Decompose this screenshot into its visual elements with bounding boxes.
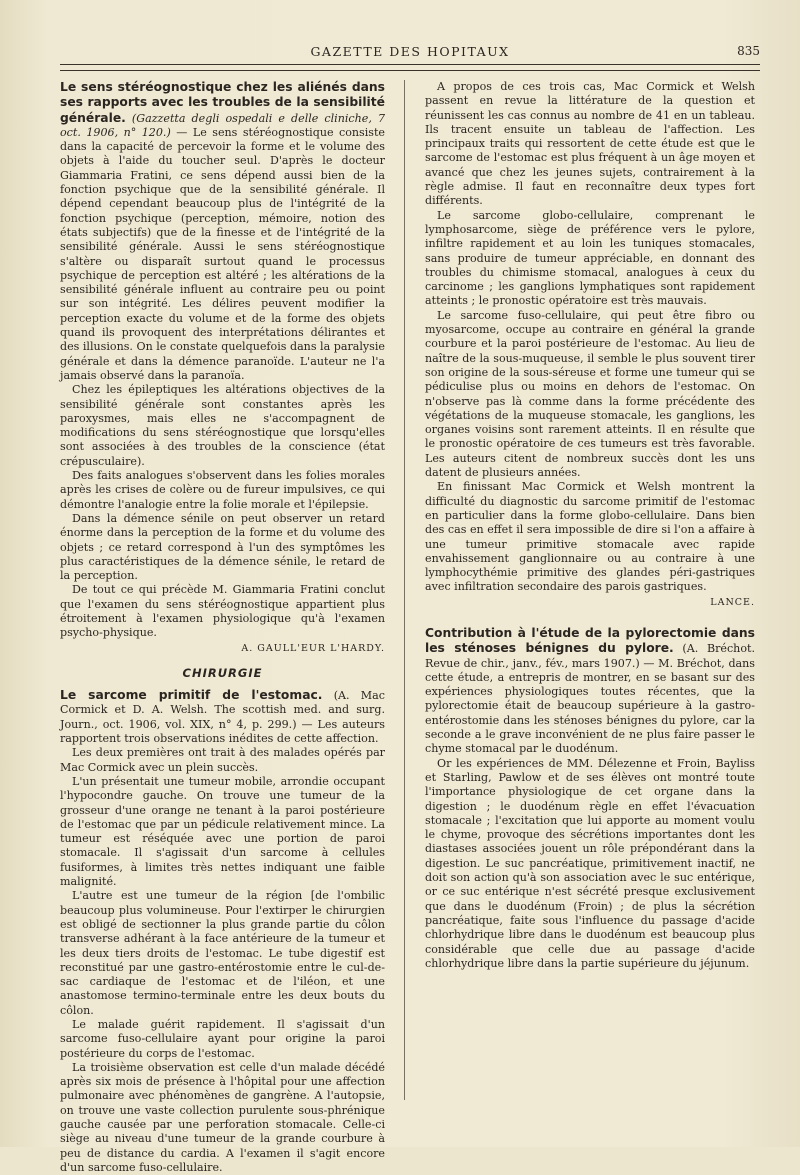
right-column (425, 80, 755, 971)
header-rule-double (60, 70, 760, 71)
article2-paragraph: Le sarcome fuso-cellulaire, qui peut être fibro ou myosarcome, occupe au contraire en général la grande courbure et la paroi postérieure de l'estomac. Au lieu de naître de la sous-muqueuse, il semble le plus souvent tirer son origine de la sous-séreuse et forme une tumeur qui se pédiculise plus ou moins en dehors de l'estomac. On n'observe pas là comme dans la forme précédente des végétations de la muqueuse stomacale, les ganglions, les organes voisins sont rarement atteints. Il en résulte que le pronostic opératoire de ces tumeurs est très favorable. Les auteurs citent de nombreux succès dont les uns datent de plusieurs années. (425, 308, 755, 480)
article1-paragraph: Dans la démence sénile on peut observer un retard énorme dans la perception de la forme et du volume des objets ; ce retard correspond à l'un des symptômes les plus caractéristiques de la démence sénile, le retard de la perception. (60, 511, 385, 583)
article2-paragraph: — Les auteurs rapportent trois observations inédites de cette affection. (60, 717, 385, 746)
article3-source: (A. Bréchot. Revue de chir., janv., fév., mars 1907.) (425, 642, 755, 670)
section-heading: CHIRURGIE (182, 665, 263, 680)
article2-paragraph: Le sarcome globo-cellulaire, comprenant le lymphosarcome, siège de préférence vers le pylore, infiltre rapidement et au loin les tuniques stomacales, sans produire de tumeur appréciable, en donnant des troubles du chimisme stomacal, analogues à ceux du carcinome ; les ganglions lymphatiques sont rapidement atteints ; le pronostic opératoire est très mauvais. (425, 208, 755, 308)
article2-signature: LANCE. (710, 596, 755, 608)
article1-paragraph: Chez les épileptiques les altérations objectives de la sensibilité générale sont constantes après les paroxysmes, mais elles ne s'accompagnent de modifications du sens stéréognostique que lorsqu'elles sont associées à des troubles de la conscience (état crépusculaire). (60, 383, 385, 468)
article2-lead (60, 688, 385, 746)
article2-source: (A. Mac Cormick et D. A. Welsh. The scottish med. and surg. Journ., oct. 1906, vol. XIX, n° 4, p. 299.) (60, 689, 385, 731)
spacer (425, 614, 755, 626)
article1-source: (Gazzetta degli ospedali e delle cliniche, 7 oct. 1906, n° 120.) (60, 111, 385, 139)
page-number: 835 (737, 44, 760, 58)
article3-lead (425, 626, 755, 757)
article2-paragraph: L'autre est une tumeur de la région [de l'ombilic beaucoup plus volumineuse. Pour l'extirper le chirurgien est obligé de sectionner la plus grande partie du côlon transverse adhérant à la face antérieure de la tumeur et les deux tiers droits de l'estomac. Le tube digestif est reconstitué par une gastro-entérostomie entre le cul-de-sac cardiaque de l'estomac et de l'iléon, et une anastomose termino-terminale entre les deux bouts du côlon. (60, 889, 385, 1017)
article2-paragraph: A propos de ces trois cas, Mac Cormick et Welsh passent en revue la littérature de la question et réunissent les cas connus au nombre de 41 en un tableau. Ils tracent ensuite un tableau de l'affection. Les principaux traits qui ressortent de cette étude est que le sarcome de l'estomac est plus fréquent à un âge moyen et avancé que chez les jeunes sujets, contrairement à la règle admise. Il faut en reconnaître deux types fort différents. (425, 80, 755, 208)
article3-paragraph: Or les expériences de MM. Délezenne et Froin, Bayliss et Starling, Pawlow et de ses élèves ont montré toute l'importance physiologique de cet organe dans la digestion ; le duodénum règle en effet l'évacuation stomacale ; l'excitation que lui apporte au moment voulu le chyme, provoque des sécrétions importantes dont les diastases associées jouent un rôle prépondérant dans la digestion. Le suc pancréatique, primitivement inactif, ne doit son action qu'à son association avec le suc entérique, or ce suc entérique n'est sécrété presque exclusivement que dans le duodénum (Froin) ; de plus la sécrétion pancréatique, faite sous l'influence du passage d'acide chlorhydrique libre dans le duodénum est beaucoup plus considérable que celle due au passage d'acide chlorhydrique libre dans la partie supérieure du jéjunum. (425, 756, 755, 970)
article1-title: Le sens stéréognostique chez les aliénés dans ses rapports avec les troubles de la sensibilité générale. (60, 80, 385, 125)
article2-title: Le sarcome primitif de l'estomac. (60, 688, 323, 703)
article2-paragraph: La troisième observation est celle d'un malade décédé après six mois de présence à l'hôpital pour une affection pulmonaire avec phénomènes de gangrène. A l'autopsie, on trouve une vaste collection purulente sous-phrénique gauche causée par une perforation stomacale. Celle-ci siège au niveau d'une tumeur de la grande courbure à peu de distance du cardia. A l'examen il s'agit encore d'un sarcome fuso-cellulaire. (60, 1060, 385, 1174)
article2-paragraph: Les deux premières ont trait à des malades opérés par Mac Cormick avec un plein succès. (60, 746, 385, 774)
left-column (60, 80, 385, 1175)
journal-title: GAZETTE DES HOPITAUX (310, 44, 510, 59)
article1-signature: A. GAULL'EUR L'HARDY. (241, 642, 385, 654)
article3-title: Contribution à l'étude de la pylorectomie dans les sténoses bénignes du pylore. (425, 625, 755, 656)
article1-lead (60, 80, 385, 383)
column-divider (404, 80, 405, 1100)
article2-paragraph: Le malade guérit rapidement. Il s'agissait d'un sarcome fuso-cellulaire ayant pour origine la paroi postérieure du corps de l'estomac. (60, 1018, 385, 1060)
article1-paragraph: — Le sens stéréognostique consiste dans la capacité de percevoir la forme et le volume des objets à l'aide du toucher seul. D'après le docteur Giammaria Fratini, ce sens dépend aussi bien de la fonction psychique que de la sensibilité générale. Il dépend cependant beaucoup plus de l'intégrité de la fonction psychique (perception, mémoire, notion des états subjectifs) que de la finesse et de l'intégrité de la sensibilité générale. Aussi le sens stéréognostique s'altère ou disparaît surtout quand le processus psychique de perception est altéré ; les altérations de la sensibilité générale influent au contraire peu ou point sur son intégrité. Les délires peuvent modifier la perception exacte du volume et de la forme des objets quand ils provoquent des interprétations délirantes et des illusions. On le constate quelquefois dans la paralysie générale et dans la démence paranoïde. L'auteur ne l'a jamais observé dans la paranoïa. (60, 125, 386, 382)
header-rule (60, 64, 760, 65)
article1-paragraph: Des faits analogues s'observent dans les folies morales après les crises de colère ou de fureur impulsives, ce qui démontre l'analogie entre la folie morale et l'épilepsie. (60, 469, 385, 511)
article2-paragraph: En finissant Mac Cormick et Welsh montrent la difficulté du diagnostic du sarcome primitif de l'estomac en particulier dans la forme globo-cellulaire. Dans bien des cas en effet il sera impossible de dire si l'on a affaire à une tumeur primitive stomacale avec rapide envahissement ganglionnaire ou au contraire à une lymphocythémie primitive des glandes péri-gastriques avec infiltration secondaire des parois gastriques. (425, 480, 755, 594)
article2-paragraph: L'un présentait une tumeur mobile, arrondie occupant l'hypocondre gauche. On trouve une tumeur de la grosseur d'une orange ne tenant à la paroi postérieure de l'estomac que par un pédicule relativement mince. La tumeur est réséquée avec une portion de paroi stomacale. Il s'agissait d'un sarcome à cellules fusiformes, à limites très nettes indiquant une faible malignité. (60, 774, 385, 889)
article3-paragraph: — M. Bréchot, dans cette étude, a entrepris de montrer, en se basant sur des expériences physiologiques toutes récentes, que la pylorectomie était de beaucoup supérieure à la gastro-entérostomie dans les sténoses bénignes du pylore, car la seconde a le grave inconvénient de ne plus faire passer le chyme stomacal par le duodénum. (425, 656, 755, 756)
article1-paragraph: De tout ce qui précède M. Giammaria Fratini conclut que l'examen du sens stéréognostique appartient plus étroitement à l'examen physiologique qu'à l'examen psycho-physique. (60, 583, 385, 640)
